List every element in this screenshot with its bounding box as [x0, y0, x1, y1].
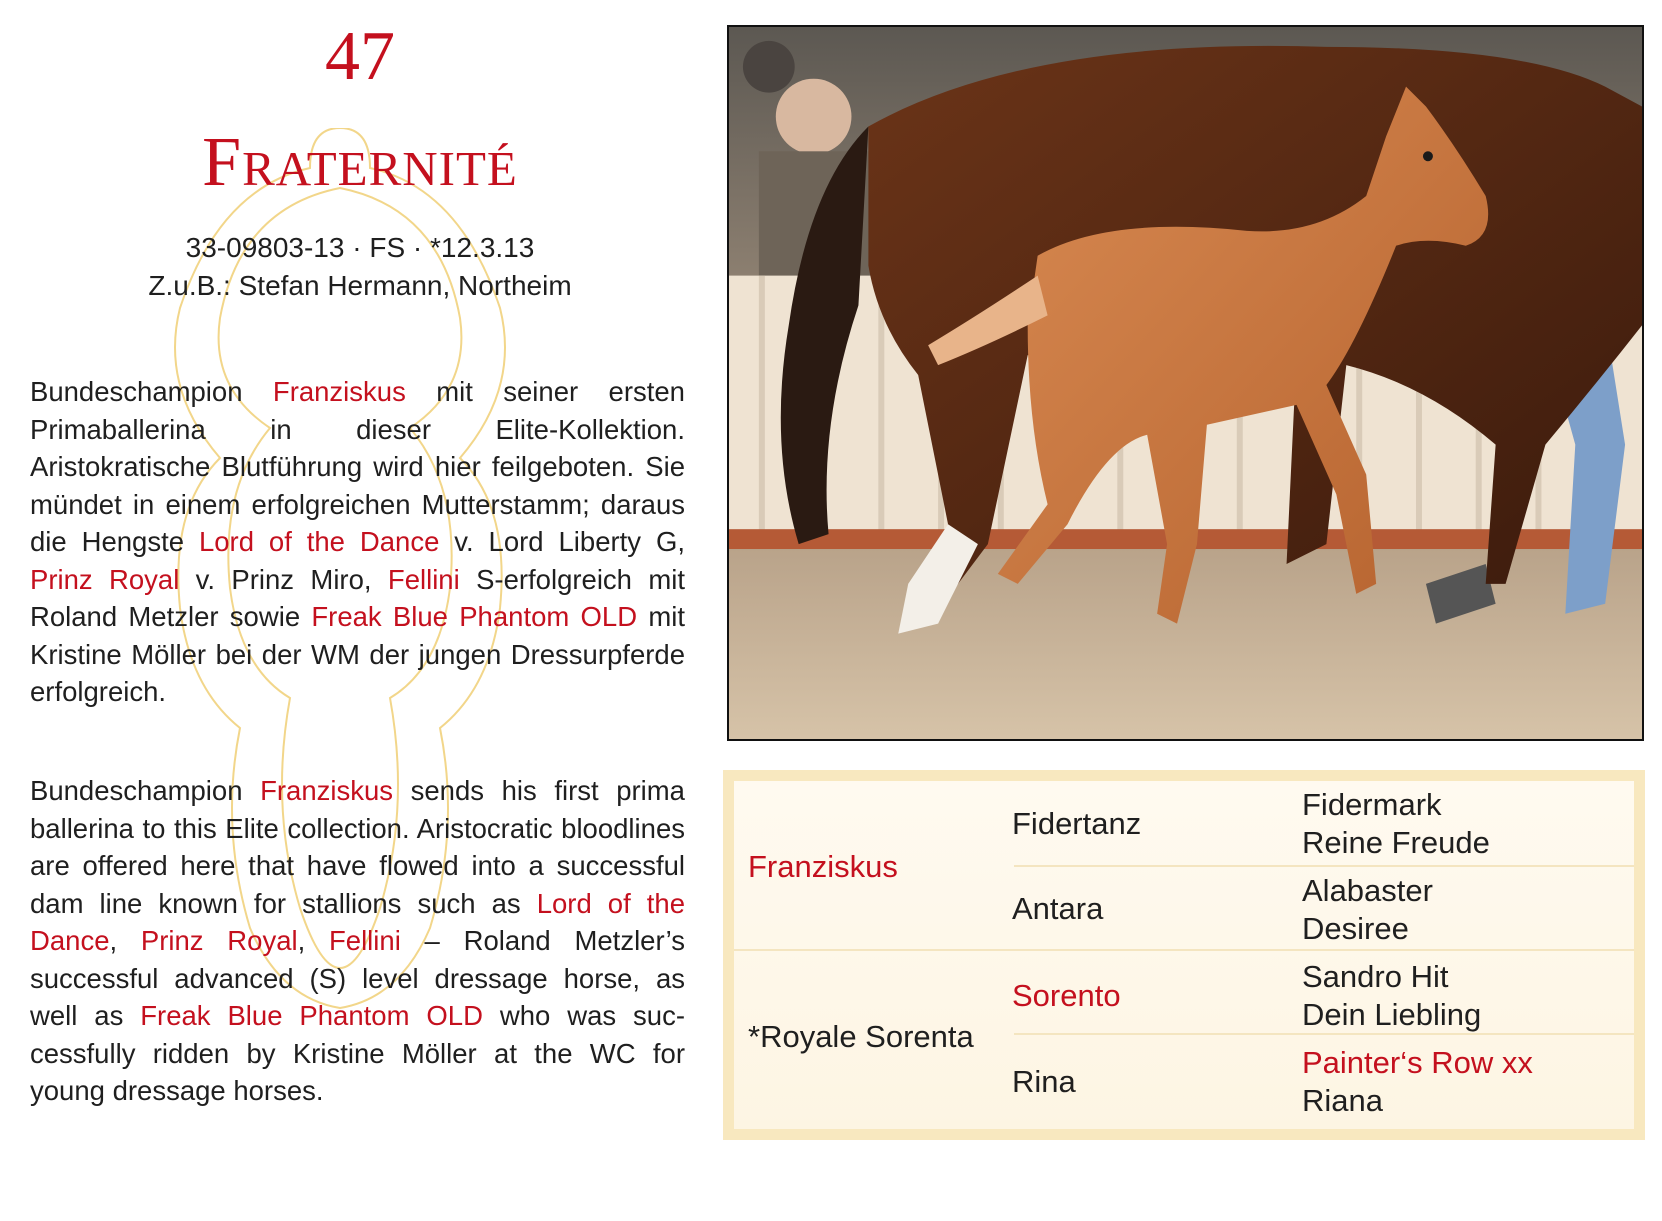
lot-number: 47	[325, 18, 395, 95]
highlighted-name: Prinz Royal	[140, 925, 298, 956]
pedigree-ggp: Painter‘s Row xx	[1302, 1045, 1533, 1080]
highlighted-name: Lord of the Dance	[198, 526, 440, 557]
pedigree-dam: *Royale Sorenta	[748, 1019, 974, 1054]
pedigree-ggp: Riana	[1302, 1083, 1383, 1118]
text-run: who was successfully ridden by Kristine Möller at the WC for young dressage horses.	[30, 1000, 685, 1106]
mare-and-foal-image	[729, 27, 1642, 739]
pedigree-dam-sire: Sorento	[1012, 978, 1121, 1013]
pedigree-divider	[1014, 865, 1634, 867]
description-english	[30, 772, 685, 1110]
text-run: mit Kristine Möller bei der WM der jungen Dressurpferde erfolgreich.	[30, 601, 685, 707]
highlighted-name: Freak Blue Phantom OLD	[140, 1000, 483, 1031]
pedigree-ggp: Alabaster	[1302, 873, 1433, 908]
pedigree-ggp: Reine Freude	[1302, 825, 1490, 860]
text-run: v. Lord Liberty G,	[439, 526, 685, 557]
pedigree-divider	[734, 949, 1634, 951]
pedigree-sire: Franziskus	[748, 849, 898, 884]
highlighted-name: Freak Blue Phantom OLD	[311, 601, 638, 632]
pedigree-table	[723, 770, 1645, 1140]
pedigree-ggp: Sandro Hit	[1302, 959, 1449, 994]
text-run: ,	[109, 925, 141, 956]
text-run: ,	[297, 925, 329, 956]
description-german	[30, 373, 685, 711]
pedigree-ggp: Dein Liebling	[1302, 997, 1482, 1032]
text-run: sends his first prima ballerina to this Elite collection. Aristocratic bloodlines are offered here that have flowed into a successful dam line known for stallions such as	[30, 775, 685, 919]
pedigree-ggp: Desiree	[1302, 911, 1409, 946]
breeder-line: Z.u.B.: Stefan Hermann, Northeim	[148, 270, 572, 301]
text-run: Bundeschampion	[30, 376, 273, 407]
text-run: v. Prinz Miro,	[179, 563, 388, 595]
highlighted-name: Franziskus	[272, 376, 406, 407]
pedigree-sire-sire: Fidertanz	[1012, 806, 1142, 841]
highlighted-name: Lord of the Dance	[30, 887, 685, 956]
text-run: – Roland Metzler’s successful advanced (S) level dressage horse, as well as	[30, 925, 686, 1031]
foal-photo	[727, 25, 1644, 741]
horse-name: Fraternité	[202, 124, 518, 201]
text-run: S-erfolgreich mit Roland Metzler sowie	[30, 563, 685, 632]
pedigree-sire-dam: Antara	[1012, 891, 1104, 926]
highlighted-name: Prinz Royal	[30, 563, 180, 595]
registration-line: 33-09803-13 · FS · *12.3.13	[185, 232, 535, 263]
highlighted-name: Fellini	[387, 563, 460, 595]
highlighted-name: Franziskus	[260, 775, 394, 806]
highlighted-name: Fellini	[328, 925, 401, 956]
text-run: Bundeschampion	[30, 775, 261, 806]
pedigree-dam-dam: Rina	[1012, 1064, 1076, 1099]
pedigree-ggp: Fidermark	[1302, 787, 1442, 822]
text-run: mit seiner ersten Primaballerina in dieser Elite-Kollektion. Aristokratische Blutführung wird hier feilgeboten. Sie mündet in einem erfolgreichen Mutterstamm; daraus die Hengste	[30, 376, 685, 557]
